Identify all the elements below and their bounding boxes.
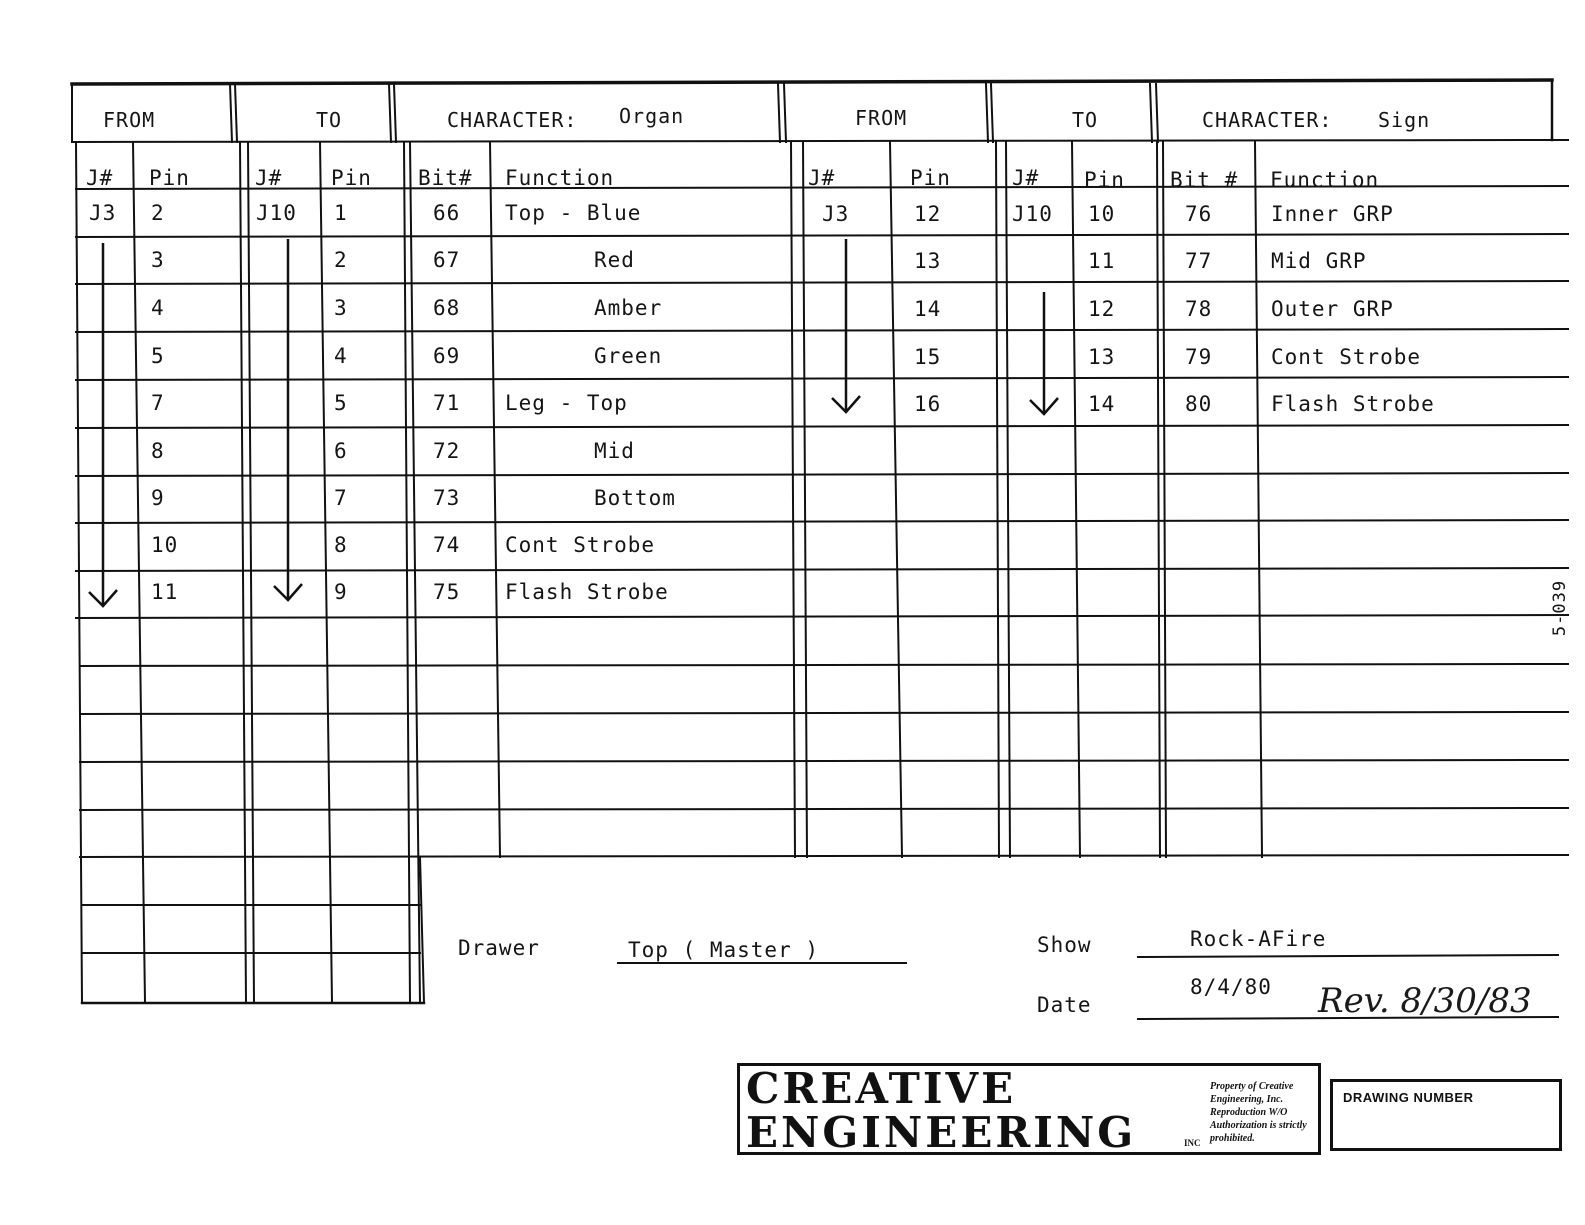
- sign-cell-from-pin: 15: [914, 345, 942, 369]
- column-rule: [490, 142, 500, 857]
- sign-cell-bit: 79: [1185, 345, 1213, 369]
- column-rule: [230, 84, 232, 142]
- organ-cell-func-a: Flash Strobe: [505, 580, 669, 604]
- column-rule: [235, 84, 237, 142]
- jnum-header: J#: [255, 166, 283, 190]
- character-label-sign: CHARACTER:: [1202, 108, 1333, 132]
- column-rule: [76, 142, 82, 1003]
- continuation-arrow: [1030, 292, 1058, 414]
- column-rule: [991, 84, 993, 142]
- date-value: 8/4/80: [1190, 975, 1272, 999]
- sign-cell-func: Mid GRP: [1271, 249, 1367, 273]
- column-rule: [248, 142, 254, 1003]
- sign-cell-to-pin: 12: [1088, 297, 1116, 321]
- organ-cell-func-a: Leg - Top: [505, 391, 628, 415]
- show-label: Show: [1037, 933, 1092, 957]
- bit-header: Bit#: [418, 166, 473, 190]
- sign-cell-bit: 78: [1185, 297, 1213, 321]
- show-value: Rock-AFire: [1190, 927, 1327, 951]
- sign-cell-from-pin: 13: [914, 249, 942, 273]
- column-rule: [320, 142, 332, 1003]
- column-rule: [986, 84, 988, 142]
- organ-cell-to-pin: 4: [334, 344, 348, 368]
- sign-cell-to-pin: 11: [1088, 249, 1116, 273]
- date-label: Date: [1037, 993, 1092, 1017]
- column-rule: [394, 84, 396, 142]
- sign-cell-from-pin: 14: [914, 297, 942, 321]
- sign-cell-func: Inner GRP: [1271, 202, 1394, 226]
- sign-cell-to-pin: 14: [1088, 392, 1116, 416]
- sign-cell-bit: 76: [1185, 202, 1213, 226]
- column-rule: [404, 142, 410, 1003]
- continuation-arrow: [274, 239, 302, 600]
- organ-cell-bit: 72: [433, 439, 461, 463]
- organ-cell-func-b: Red: [594, 248, 635, 272]
- column-rule: [778, 84, 780, 142]
- top-border: [72, 80, 1552, 84]
- organ-cell-func-a: Cont Strobe: [505, 533, 656, 557]
- pin-header: Pin: [1084, 168, 1125, 192]
- drawing-number-label: DRAWING NUMBER: [1343, 1090, 1474, 1105]
- row-rule: [76, 568, 1568, 571]
- sign-cell-func: Flash Strobe: [1271, 392, 1435, 416]
- row-rule: [80, 855, 1568, 857]
- organ-cell-func-a: Top - Blue: [505, 201, 642, 225]
- row-rule: [80, 760, 1568, 762]
- jnum-header: J#: [86, 166, 114, 190]
- column-rule: [1006, 142, 1010, 857]
- column-rule: [1163, 142, 1166, 857]
- jnum-header: J#: [808, 166, 836, 190]
- organ-cell-from-pin: 2: [151, 201, 165, 225]
- organ-cell-to-pin: 5: [334, 391, 348, 415]
- drawer-label: Drawer: [458, 936, 540, 960]
- column-rule: [240, 142, 246, 1003]
- logo-inc: INC: [1184, 1138, 1201, 1148]
- organ-cell-func-b: Green: [594, 344, 663, 368]
- organ-cell-from-j: J3: [89, 201, 117, 225]
- sign-cell-from-pin: 16: [914, 392, 942, 416]
- character-name-sign: Sign: [1378, 108, 1431, 132]
- sign-cell-to-j: J10: [1012, 202, 1053, 226]
- row-rule: [76, 615, 1568, 618]
- continuation-arrow: [89, 243, 117, 606]
- column-rule: [784, 84, 786, 142]
- organ-cell-from-pin: 3: [151, 248, 165, 272]
- organ-cell-to-pin: 2: [334, 248, 348, 272]
- row-rule: [76, 520, 1568, 523]
- organ-cell-from-pin: 4: [151, 296, 165, 320]
- organ-cell-to-j: J10: [256, 201, 297, 225]
- sign-cell-bit: 80: [1185, 392, 1213, 416]
- sign-cell-from-j: J3: [822, 202, 850, 226]
- column-rule: [1156, 84, 1158, 142]
- jnum-header: J#: [1012, 166, 1040, 190]
- header-rule: [72, 140, 1568, 142]
- row-rule: [80, 712, 1568, 714]
- organ-cell-bit: 68: [433, 296, 461, 320]
- column-rule: [890, 142, 902, 857]
- column-rule: [791, 142, 795, 857]
- organ-cell-from-pin: 11: [151, 580, 179, 604]
- show-underline: [1138, 955, 1558, 957]
- organ-cell-bit: 75: [433, 580, 461, 604]
- row-rule: [80, 664, 1568, 666]
- organ-cell-to-pin: 1: [334, 201, 348, 225]
- bit-header: Bit #: [1170, 168, 1239, 192]
- organ-cell-to-pin: 6: [334, 439, 348, 463]
- from-header-organ: FROM: [103, 108, 156, 132]
- revision-signature: Rev. 8/30/83: [1318, 981, 1532, 1021]
- column-rule: [803, 142, 807, 857]
- organ-cell-from-pin: 5: [151, 344, 165, 368]
- sign-cell-to-pin: 13: [1088, 345, 1116, 369]
- organ-cell-func-b: Amber: [594, 296, 663, 320]
- character-label-organ: CHARACTER:: [447, 108, 578, 132]
- column-rule: [389, 84, 391, 142]
- organ-cell-to-pin: 3: [334, 296, 348, 320]
- column-rule: [1157, 142, 1160, 857]
- from-header-sign: FROM: [855, 106, 908, 130]
- row-rule: [80, 808, 1568, 810]
- sign-cell-func: Outer GRP: [1271, 297, 1394, 321]
- organ-cell-bit: 73: [433, 486, 461, 510]
- organ-cell-from-pin: 9: [151, 486, 165, 510]
- organ-cell-bit: 74: [433, 533, 461, 557]
- sign-cell-from-pin: 12: [914, 202, 942, 226]
- organ-cell-bit: 69: [433, 344, 461, 368]
- row-rule: [76, 425, 1568, 428]
- to-header-sign: TO: [1072, 108, 1099, 132]
- column-rule: [133, 142, 145, 1003]
- continuation-arrow: [832, 239, 860, 412]
- row-rule: [76, 281, 1568, 284]
- sign-cell-to-pin: 10: [1088, 202, 1116, 226]
- organ-cell-to-pin: 8: [334, 533, 348, 557]
- character-name-organ: Organ: [619, 104, 685, 128]
- organ-cell-bit: 66: [433, 201, 461, 225]
- property-notice: Property of Creative Engineering, Inc. Reproduction W/O Authorization is strictly prohibited.: [1210, 1081, 1307, 1144]
- drawer-value: Top ( Master ): [628, 938, 820, 962]
- row-rule: [76, 329, 1568, 332]
- column-rule: [1072, 142, 1080, 857]
- column-rule: [1255, 142, 1262, 857]
- logo-line-2: ENGINEERING: [746, 1108, 1137, 1157]
- organ-cell-to-pin: 9: [334, 580, 348, 604]
- sign-cell-func: Cont Strobe: [1271, 345, 1422, 369]
- function-header: Function: [505, 166, 615, 190]
- organ-cell-func-b: Bottom: [594, 486, 676, 510]
- row-rule: [76, 377, 1568, 380]
- organ-cell-bit: 71: [433, 391, 461, 415]
- column-rule: [1150, 84, 1152, 142]
- to-header-organ: TO: [316, 108, 343, 132]
- logo-line-1: CREATIVE: [746, 1064, 1017, 1113]
- pin-header: Pin: [149, 166, 190, 190]
- function-header: Function: [1270, 168, 1380, 192]
- creative-engineering-logo: [737, 1063, 1321, 1155]
- organ-cell-from-pin: 8: [151, 439, 165, 463]
- organ-cell-func-b: Mid: [594, 439, 635, 463]
- sign-cell-bit: 77: [1185, 249, 1213, 273]
- row-rule: [76, 473, 1568, 476]
- organ-cell-from-pin: 7: [151, 391, 165, 415]
- column-rule: [410, 142, 420, 1003]
- drawing-number-box: [1330, 1079, 1562, 1151]
- organ-cell-from-pin: 10: [151, 533, 179, 557]
- organ-cell-to-pin: 7: [334, 486, 348, 510]
- column-rule: [996, 142, 999, 857]
- row-rule: [76, 234, 1568, 237]
- pin-header: Pin: [331, 166, 372, 190]
- side-code: 5-039: [1550, 579, 1571, 637]
- pin-header: Pin: [910, 166, 951, 190]
- organ-cell-bit: 67: [433, 248, 461, 272]
